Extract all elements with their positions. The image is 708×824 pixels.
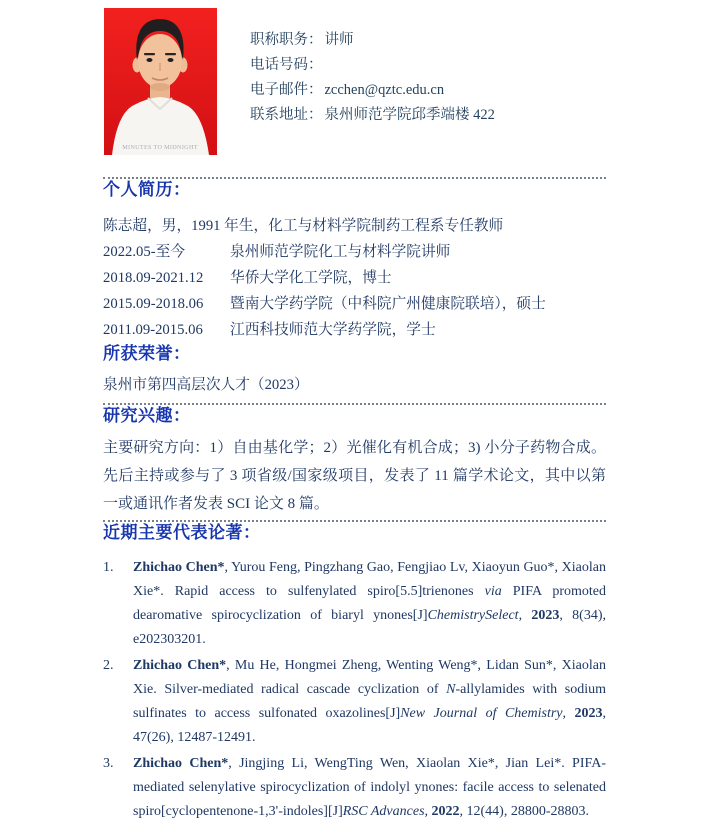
resume-entry-period: 2011.09-2015.06 (103, 322, 203, 338)
section-title-resume: 个人简历： (103, 180, 191, 199)
contact-address-row (250, 103, 495, 128)
contact-email-value: zcchen@qztc.edu.cn (324, 82, 445, 98)
contact-title-row (250, 28, 495, 53)
resume-entry-period: 2022.05-至今 (103, 244, 186, 260)
resume-entry-detail: 暨南大学药学院（中科院广州健康院联培），硕士 (230, 296, 546, 312)
resume-entry-detail: 江西科技师范大学药学院，学士 (230, 322, 436, 338)
contact-phone-row (250, 53, 495, 78)
publication-list (103, 556, 606, 824)
section-title-publications: 近期主要代表论著： (103, 523, 261, 542)
contact-title-value: 讲师 (324, 32, 354, 48)
resume-entry-period: 2015.09-2018.06 (103, 296, 204, 312)
contact-phone-label: 电话号码： (250, 57, 323, 73)
resume-entry-detail: 华侨大学化工学院，博士 (230, 270, 392, 286)
publication-reference: Zhichao Chen*, Mu He, Hongmei Zheng, Wenting Weng*, Lidan Sun*, Xiaolan Xie. Silver-mediated radical cascade cyclization of N-allylamides with sodium sulfinates to access sulfonated oxazolines[J]New Journal of Chemistry, 2023, 47(26), 12487-12491. (133, 658, 606, 745)
contact-title-label: 职称职务： (250, 32, 323, 48)
section-title-honors: 所获荣誉： (103, 344, 191, 363)
publication-item-2 (103, 654, 606, 750)
contact-email-row (250, 78, 495, 103)
profile-header (103, 0, 606, 177)
resume-intro: 陈志超，男，1991 年生，化工与材料学院制药工程系专任教师 (103, 218, 504, 234)
profile-photo (104, 8, 217, 155)
contact-address-value: 泉州师范学院邱季端楼 422 (324, 107, 495, 123)
publication-number: 3. (103, 756, 114, 771)
contact-info (250, 28, 495, 128)
resume-entry (103, 291, 606, 317)
publication-item-1 (103, 556, 606, 652)
interests-paragraph: 主要研究方向：1）自由基化学；2）光催化有机合成；3) 小分子药物合成。先后主持或参与了 3 项省级/国家级项目，发表了 11 篇学术论文，其中以第一或通讯作者发表 SCI 论文 8 篇。 (103, 440, 606, 512)
publication-number: 2. (103, 658, 114, 673)
section-title-interests: 研究兴趣： (103, 406, 191, 425)
resume-entry (103, 317, 606, 343)
resume-entry-detail: 泉州师范学院化工与材料学院讲师 (230, 244, 451, 260)
resume-entry (103, 265, 606, 291)
resume-entry-period: 2018.09-2021.12 (103, 270, 204, 286)
publication-item-3 (103, 752, 606, 824)
contact-email-label: 电子邮件： (250, 82, 323, 98)
resume-entry (103, 239, 606, 265)
publication-reference: Zhichao Chen*, Jingjing Li, WengTing Wen, Xiaolan Xie*, Jian Lei*. PIFA-mediated selenylative spirocyclization of indolyl ynones: facile access to selenated spiro[cyclopentenone-1,3'-indoles][J]RSC Advances, 2022, 12(44), 28800-28803. (133, 756, 606, 819)
publication-reference: Zhichao Chen*, Yurou Feng, Pingzhang Gao, Fengjiao Lv, Xiaoyun Guo*, Xiaolan Xie*. Rapid access to sulfenylated spiro[5.5]trienones via PIFA promoted dearomative spirocyclization of biaryl ynones[J]ChemistrySelect, 2023, 8(34), e202303201. (133, 560, 607, 647)
portrait-illustration (104, 8, 217, 155)
honor-item: 泉州市第四高层次人才（2023） (103, 377, 309, 393)
contact-address-label: 联系地址： (250, 107, 323, 123)
publication-number: 1. (103, 560, 114, 575)
shirt-text: MINUTES TO MIDNIGHT (122, 144, 198, 151)
